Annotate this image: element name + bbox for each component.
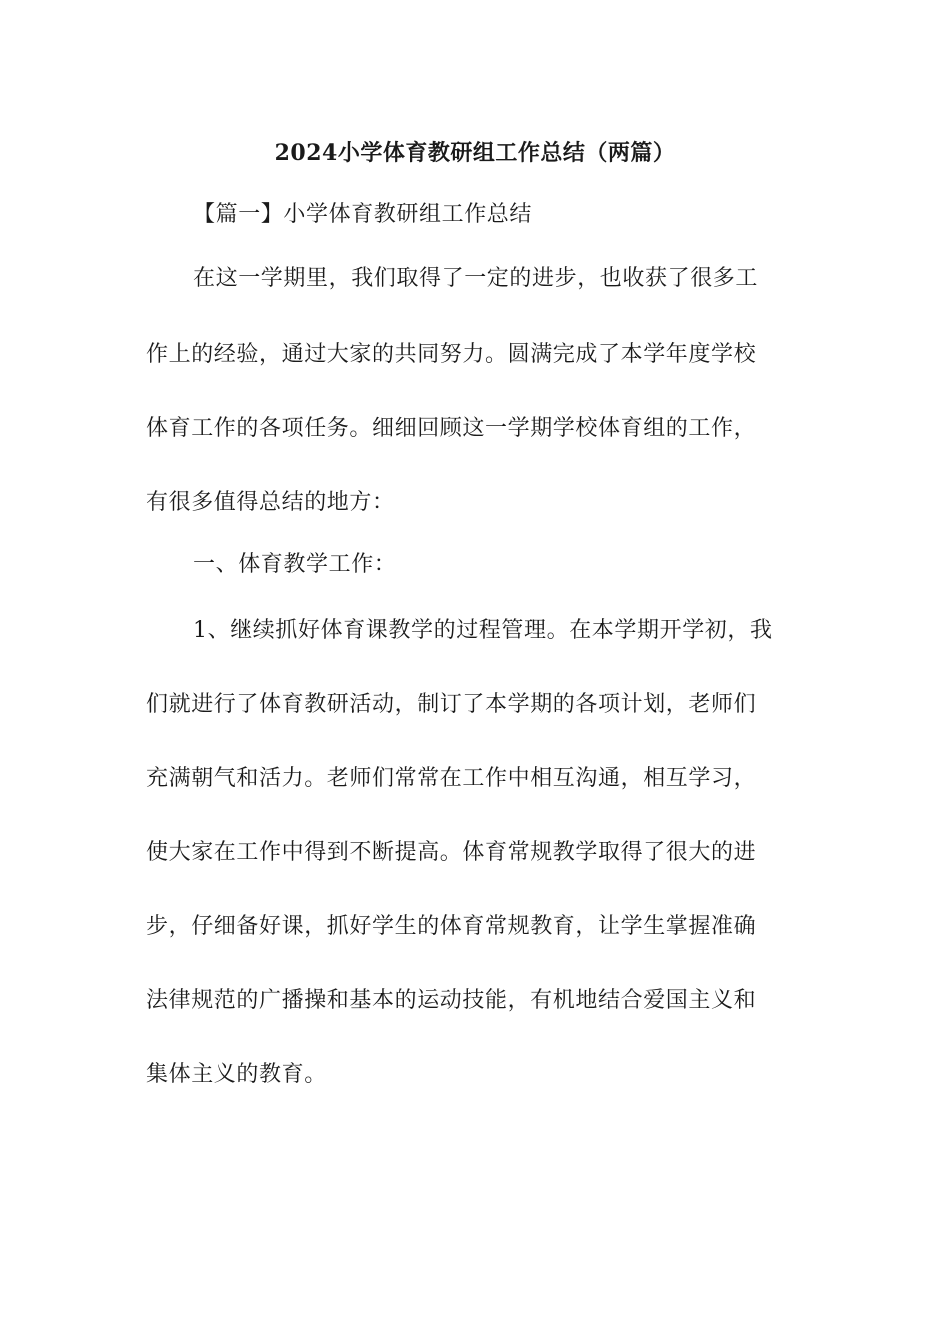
paragraph-line: 在这一学期里，我们取得了一定的进步，也收获了很多工 <box>193 266 759 291</box>
paragraph-line: 充满朝气和活力。老师们常常在工作中相互沟通，相互学习， <box>146 766 757 791</box>
paragraph-line: 使大家在工作中得到不断提高。体育常规教学取得了很大的进 <box>146 840 757 865</box>
subheading: 一、体育教学工作： <box>193 552 397 577</box>
paragraph-line: 法律规范的广播操和基本的运动技能，有机地结合爱国主义和 <box>146 988 757 1013</box>
paragraph-line: 1、继续抓好体育课教学的过程管理。在本学期开学初，我 <box>193 618 773 643</box>
paragraph-line: 有很多值得总结的地方： <box>146 490 395 515</box>
paragraph-line: 步，仔细备好课，抓好学生的体育常规教育，让学生掌握准确 <box>146 914 757 939</box>
paragraph-line: 体育工作的各项任务。细细回顾这一学期学校体育组的工作， <box>146 416 757 441</box>
document-title: 2024小学体育教研组工作总结（两篇） <box>274 140 676 166</box>
paragraph-line: 们就进行了体育教研活动，制订了本学期的各项计划，老师们 <box>146 692 757 717</box>
paragraph-line: 作上的经验，通过大家的共同努力。圆满完成了本学年度学校 <box>146 342 757 367</box>
paragraph-line: 集体主义的教育。 <box>146 1062 327 1087</box>
section-heading: 【篇一】小学体育教研组工作总结 <box>193 202 533 227</box>
